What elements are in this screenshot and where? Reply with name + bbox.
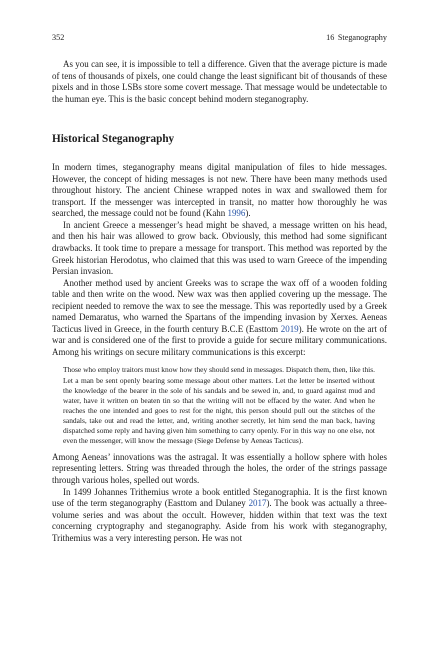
paragraph-1	[52, 162, 387, 220]
citation-kahn-1996[interactable]: 1996	[227, 208, 246, 219]
citation-easttom-dulaney-2017[interactable]: 2017	[248, 498, 267, 509]
body-text	[52, 59, 387, 544]
block-quote: Those who employ traitors must know how they should send in messages. Dispatch them, then, like this. Let a man be sent openly bearing some message about other matters. Let the letter be inserted without the knowledge of the bearer in the sole of his sandals and be sewed in, and, to guard against mud and water, have it written on beaten tin so that the writing will not be effaced by the water. And when he reaches the one intended and goes to rest for the night, this person should pull out the stitches of the sandals, take out and read the letter, and, writing another secretly, let him send the man back, having dispatched some reply and having given him something to carry openly. For in this way no one else, not even the messenger, will know the message (Siege Defense by Aeneas Tacticus).	[63, 365, 375, 445]
section-title: Historical Steganography	[52, 133, 175, 146]
paragraph-1-text-before: In modern times, steganography means digital manipulation of files to hide messages. However, the concept of hiding messages is not new. There have been many methods used throughout history. The ancient Chinese wrapped notes in wax and swallowed them for transport. If the messenger was intercepted in transit, no matter how thoroughly he was searched, the message could not be found (Kahn	[52, 162, 387, 219]
paragraph-5-text-after: ). The book was actually a three-volume series and was about the occult. However, hidden within that text was the text concerning cryptography and steganography. Aside from his work with steganography, Trithemius was a very interesting person. He was not	[52, 498, 387, 543]
citation-easttom-2019[interactable]: 2019	[280, 323, 299, 334]
chapter-label: 16 Steganography	[326, 33, 387, 42]
paragraph-3-text-after: ). He wrote on the art of war and is considered one of the first to provide a guide for secure military communications. Among his writings on secure military communications is this excerpt:	[52, 323, 387, 357]
paragraph-4: Among Aeneas’ innovations was the astragal. It was essentially a hollow sphere with holes representing letters. String was threaded through the holes, the order of the strings passage through various holes, spelled out words.	[52, 451, 387, 485]
paragraph-5-text-before: In 1499 Johannes Trithemius wrote a book entitled Steganographia. It is the first known use of the term steganography (Easttom and Dulaney	[52, 486, 387, 509]
paragraph-1-text-after: ).	[245, 208, 251, 219]
paragraph-intro: As you can see, it is impossible to tell a difference. Given that the average picture is made of tens of thousands of pixels, one could change the least significant bit of thousands of these pixels and in those LSBs store some covert message. That message would be undetectable to the human eye. This is the basic concept behind modern steganography.	[52, 59, 387, 104]
paragraph-3	[52, 278, 387, 359]
page-number: 352	[52, 33, 65, 42]
paragraph-3-text-before: Another method used by ancient Greeks was to scrape the wax off of a wooden folding table and then write on the wood. New wax was then applied covering up the message. The recipient needed to remove the wax to see the message. This was reportedly used by a Greek named Demaratus, who warned the Spartans of the impending invasion by Xerxes. Aeneas Tacticus lived in Greece, in the fourth century B.C.E (Easttom	[52, 277, 387, 334]
paragraph-5	[52, 487, 387, 545]
paragraph-2: In ancient Greece a messenger’s head might be shaved, a message written on his head, and then his hair was allowed to grow back. Obviously, this method had some significant drawbacks. It took time to prepare a message for transport. This method was reported by the Greek historian Herodotus, who claimed that this was used to warn Greece of the impending Persian invasion.	[52, 219, 387, 277]
